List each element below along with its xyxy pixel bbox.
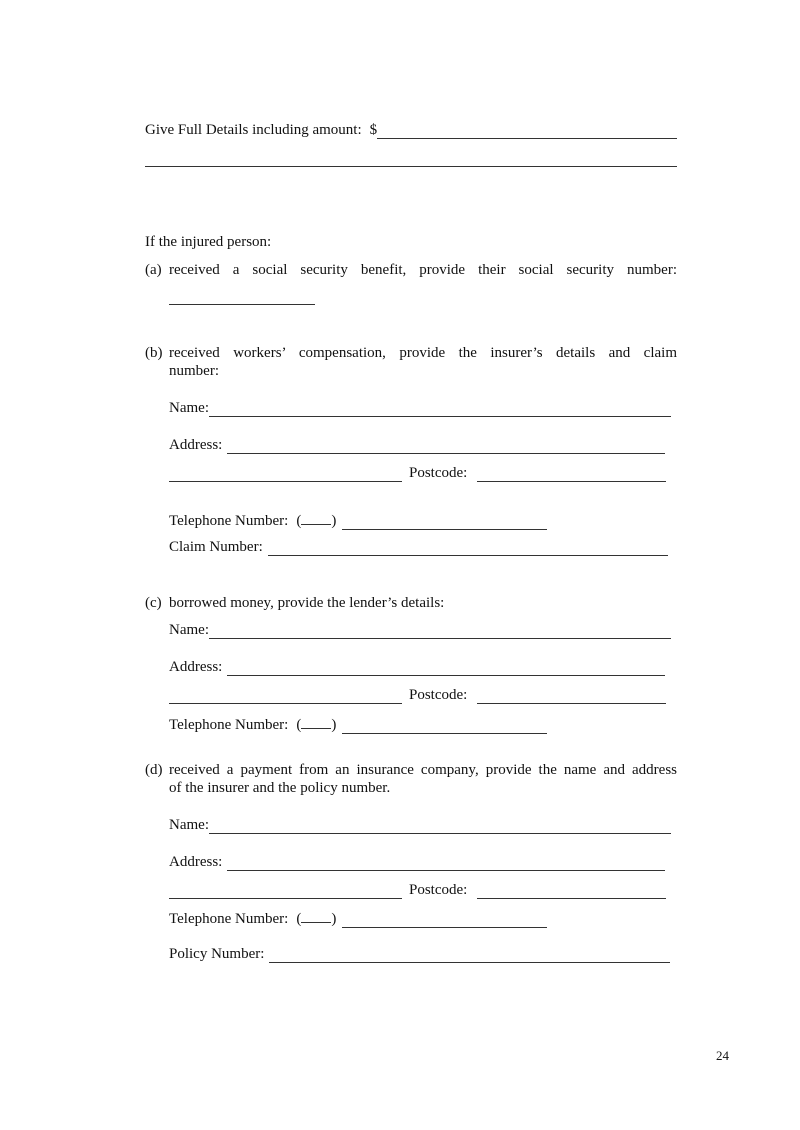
b-claim-row — [169, 538, 668, 556]
b-address-field[interactable] — [227, 439, 665, 454]
c-postcode-field[interactable] — [477, 689, 666, 704]
b-telephone-label: Telephone Number: — [169, 513, 289, 529]
c-address-field[interactable] — [227, 661, 665, 676]
b-telephone-row — [169, 510, 547, 530]
item-a-text: received a social security benefit, provide their social security number: — [169, 262, 677, 278]
c-address-row — [169, 658, 665, 676]
d-postcode-label: Postcode: — [409, 882, 468, 898]
item-a-marker: (a) — [145, 262, 162, 278]
d-telephone-row — [169, 908, 547, 928]
c-address-line2-row — [169, 686, 666, 704]
page-number: 24 — [716, 1048, 729, 1063]
b-address-label: Address: — [169, 437, 223, 453]
d-address-line2-field[interactable] — [169, 884, 402, 899]
currency-symbol: $ — [369, 122, 378, 138]
c-telephone-label: Telephone Number: — [169, 717, 289, 733]
d-address-label: Address: — [169, 854, 223, 870]
details-row — [145, 121, 677, 139]
c-postcode-label: Postcode: — [409, 687, 468, 703]
b-name-row — [169, 399, 671, 417]
item-b-marker: (b) — [145, 345, 163, 361]
c-address-line2-field[interactable] — [169, 689, 402, 704]
item-b-text-line1: received workers’ compensation, provide the insurer’s details and claim — [169, 345, 677, 361]
c-name-field[interactable] — [209, 624, 671, 639]
b-postcode-field[interactable] — [477, 467, 666, 482]
item-d-text-line2: of the insurer and the policy number. — [169, 780, 391, 796]
c-name-label: Name: — [169, 622, 209, 638]
details-continuation-line[interactable] — [145, 166, 677, 167]
b-postcode-label: Postcode: — [409, 465, 468, 481]
d-policy-number-field[interactable] — [269, 948, 670, 963]
b-name-label: Name: — [169, 400, 209, 416]
item-d-text-line1: received a payment from an insurance company, provide the name and address — [169, 762, 677, 778]
d-telephone-field[interactable] — [342, 913, 547, 928]
b-name-field[interactable] — [209, 402, 671, 417]
b-address-line2-field[interactable] — [169, 467, 402, 482]
b-claim-number-field[interactable] — [268, 541, 668, 556]
d-address-row — [169, 853, 665, 871]
c-telephone-row — [169, 714, 547, 734]
c-address-label: Address: — [169, 659, 223, 675]
d-address-field[interactable] — [227, 856, 665, 871]
item-d-marker: (d) — [145, 762, 163, 778]
b-claim-label: Claim Number: — [169, 539, 263, 555]
b-area-code-field[interactable]: ( ) — [296, 510, 336, 530]
item-b-text-line2: number: — [169, 363, 219, 379]
d-postcode-field[interactable] — [477, 884, 666, 899]
b-address-line2-row — [169, 464, 666, 482]
d-name-label: Name: — [169, 817, 209, 833]
details-amount-field[interactable] — [377, 124, 677, 139]
d-policy-row — [169, 945, 670, 963]
d-area-code-field[interactable]: ( ) — [296, 908, 336, 928]
b-telephone-field[interactable] — [342, 515, 547, 530]
intro-text: If the injured person: — [145, 234, 272, 250]
b-address-row — [169, 436, 665, 454]
d-address-line2-row — [169, 881, 666, 899]
details-label: Give Full Details including amount: — [145, 122, 362, 138]
d-policy-label: Policy Number: — [169, 946, 265, 962]
c-name-row — [169, 621, 671, 639]
social-security-number-field[interactable] — [169, 304, 315, 305]
c-area-code-field[interactable]: ( ) — [296, 714, 336, 734]
c-telephone-field[interactable] — [342, 719, 547, 734]
d-name-field[interactable] — [209, 819, 671, 834]
d-name-row — [169, 816, 671, 834]
item-c-marker: (c) — [145, 595, 162, 611]
item-c-text: borrowed money, provide the lender’s details: — [169, 595, 445, 611]
d-telephone-label: Telephone Number: — [169, 911, 289, 927]
